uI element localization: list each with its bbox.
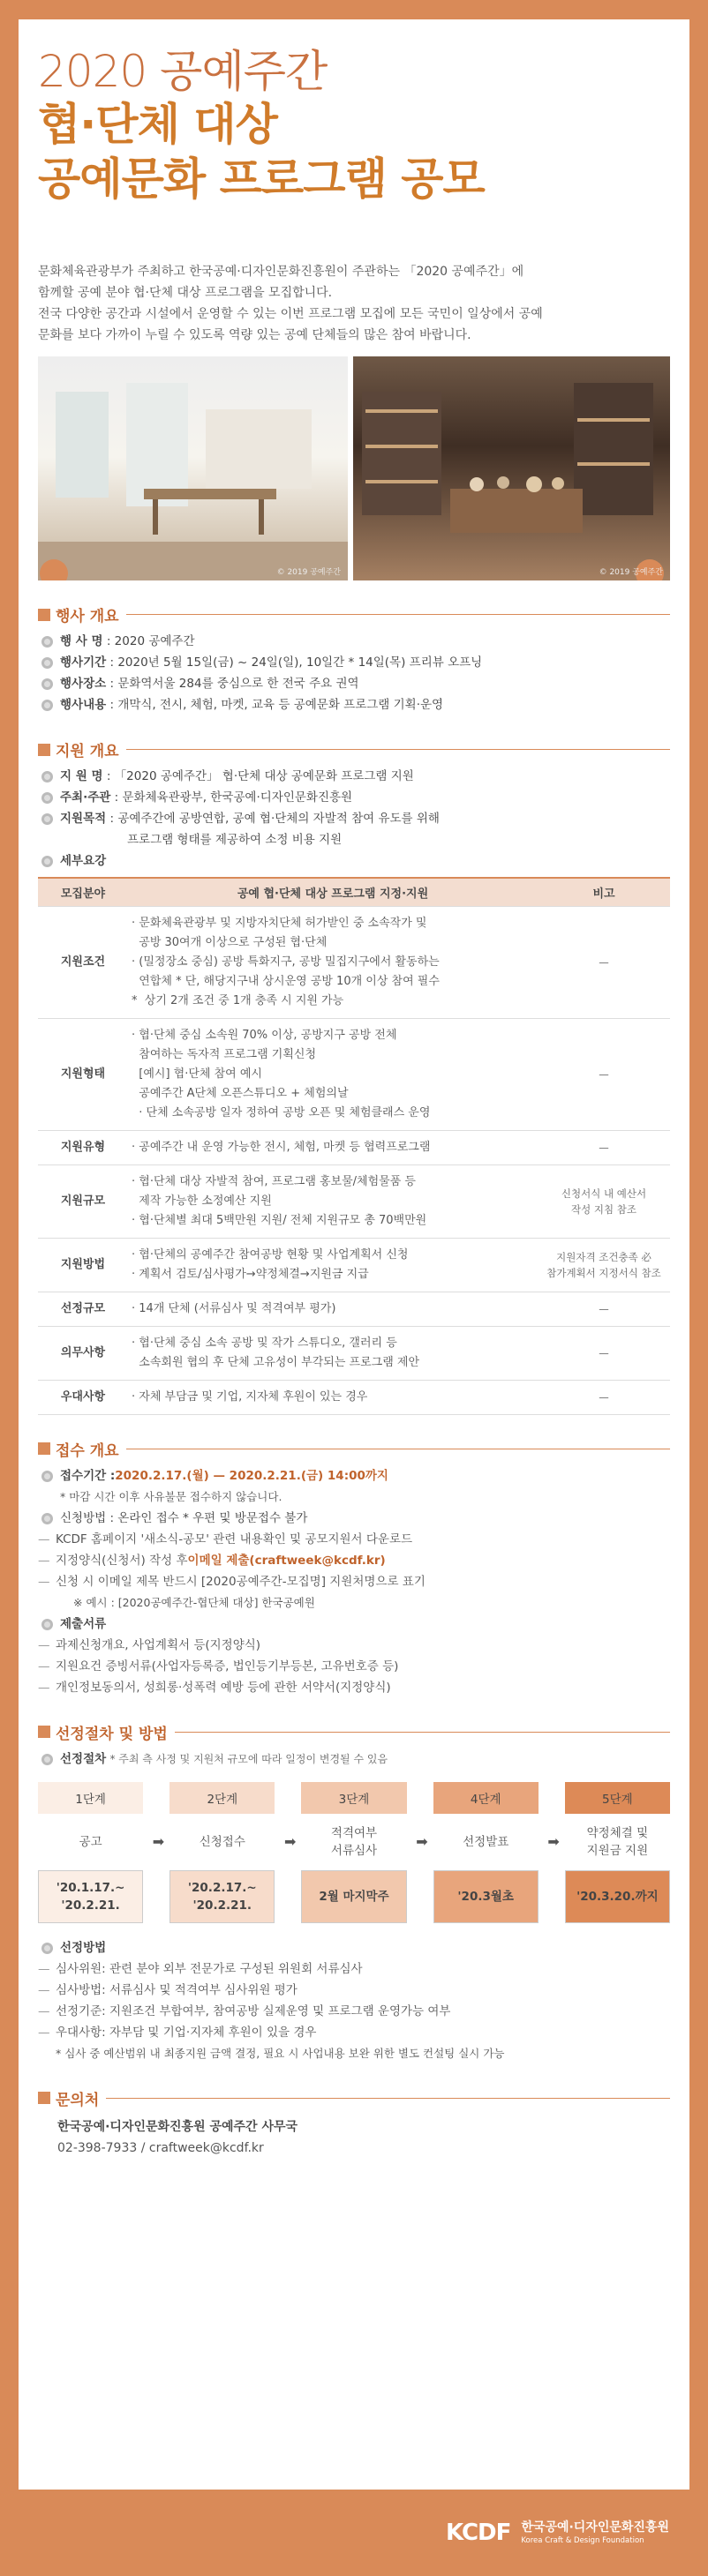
- step-badge: 2단계: [169, 1782, 275, 1814]
- step-label: 선정발표: [463, 1834, 509, 1849]
- table-cell-note: —: [538, 1380, 670, 1414]
- step-badge: 1단계: [38, 1782, 143, 1814]
- table-cell-field: 지원형태: [38, 1018, 128, 1130]
- table-cell-note: —: [538, 1326, 670, 1380]
- intro-text: 문화체육관광부가 주최하고 한국공예·디자인문화진흥원이 주관하는 「2020 공예주간」에 함께할 공예 분야 협·단체 대상 프로그램을 모집합니다. 전국 다양한 공간과 시설에서 운영할 수 있는 이번 프로그램 모집에 모든 국민이 일상에서 공예 문화를 보다 가까이 누릴 수 있도록 역량 있는 공예 단체들의 많은 참여 바랍니다.: [38, 265, 543, 342]
- contact-info: 02-398-7933 / craftweek@kcdf.kr: [57, 2140, 264, 2155]
- square-icon: [38, 1726, 50, 1738]
- info-row: 제출서류: [38, 1614, 670, 1635]
- table-cell-note: —: [538, 1292, 670, 1326]
- kcdf-logo: KCDF 한국공예·디자인문화진흥원 Korea Craft & Design Foundation: [445, 2520, 669, 2546]
- step-label: 신청접수: [199, 1834, 245, 1849]
- step-2: [169, 1782, 297, 1923]
- info-row: 선정방법: [38, 1937, 670, 1958]
- table-cell-note: —: [538, 906, 670, 1018]
- table-row: [38, 1164, 670, 1238]
- poster-paper: [19, 19, 689, 2490]
- step-1: [38, 1782, 165, 1923]
- table-cell-field: 지원유형: [38, 1130, 128, 1164]
- info-row: 세부요강: [38, 850, 670, 872]
- square-icon: [38, 609, 50, 621]
- square-icon: [38, 744, 50, 756]
- bullet-icon: [41, 1471, 53, 1482]
- table-cell-field: 지원규모: [38, 1164, 128, 1238]
- detail-table: [38, 877, 670, 1415]
- step-label: 약정체결 및 지원금 지원: [586, 1825, 649, 1858]
- table-cell-content: · 14개 단체 (서류심사 및 적격여부 평가): [128, 1292, 538, 1326]
- table-cell-content: · 자체 부담금 및 기업, 지자체 후원이 있는 경우: [128, 1380, 538, 1414]
- bullet-icon: [41, 636, 53, 648]
- table-cell-field: 지원방법: [38, 1238, 128, 1292]
- arrow-right-icon: ➡: [416, 1832, 428, 1850]
- table-cell-note: —: [538, 1018, 670, 1130]
- info-row: 주최·주관 : 문화체육관광부, 한국공예·디자인문화진흥원: [38, 787, 670, 808]
- table-cell-field: 우대사항: [38, 1380, 128, 1414]
- square-icon: [38, 1442, 50, 1455]
- info-row: 신청방법 : 온라인 접수 * 우편 및 방문접수 불가: [38, 1508, 670, 1529]
- title-main: 공예문화 프로그램 공모: [38, 154, 485, 205]
- step-badge: 3단계: [301, 1782, 406, 1814]
- arrow-right-icon: ➡: [152, 1832, 165, 1850]
- info-row: 행사장소 : 문화역서울 284를 중심으로 한 전국 주요 권역: [38, 673, 670, 694]
- selection-steps: [38, 1782, 670, 1923]
- support-heading: 지원 개요: [38, 738, 670, 760]
- table-row: [38, 1326, 670, 1380]
- bullet-icon: [41, 657, 53, 669]
- bullet-icon: [41, 700, 53, 711]
- apply-section: 접수 개요 접수기간 : 2020.2.17.(월) — 2020.2.21.(금) 14:00까지 * 마감 시간 이후 사유불문 접수하지 않습니다. 신청방법 : 온라인 접수 * 우편 및 방문접수 불가 — KCDF 홈페이지 '새소식-공모' 관련 내용확인 및 공모지원서 다운로드 — 지정양식(신청서) 작성 후 이메일 제출(craftweek@kcdf.kr) — 신청 시 이메일 제목 반드시 [2020공예주간-모집명] 지원처명으로 표기 ※ 예시 : [2020공예주간-협단체 대상] 한국공예원 제출서류 — 과제신청개요, 사업계획서 등(지정양식) — 지원요건 증빙서류(사업자등록증, 법인등기부등본, 고유번호증 등) — 개인정보동의서, 성희롱·성폭력 예방 등에 관한 서약서(지정양식): [38, 1438, 670, 1698]
- info-row: 지원목적 : 공예주간에 공방연합, 공예 협·단체의 자발적 참여 유도를 위해: [38, 808, 670, 829]
- step-label: 공고: [79, 1834, 102, 1849]
- info-row: 행 사 명 : 2020 공예주간: [38, 631, 670, 652]
- table-cell-content: · 공예주간 내 운영 가능한 전시, 체험, 마켓 등 협력프로그램: [128, 1130, 538, 1164]
- event-section: [38, 603, 670, 715]
- square-icon: [38, 2092, 50, 2104]
- table-cell-content: · 협·단체 중심 소속원 70% 이상, 공방지구 공방 전체 참여하는 독자적 프로그램 기획신청 [예시] 협·단체 참여 예시 공예주간 A단체 오픈스튜디오 + 체험의날 · 단체 소속공방 일자 정하여 공방 오픈 및 체험클래스 운영: [128, 1018, 538, 1130]
- step-date: 2월 마지막주: [301, 1870, 406, 1923]
- bullet-icon: [41, 856, 53, 867]
- footer: [0, 2490, 708, 2576]
- table-row: [38, 1380, 670, 1414]
- info-row: 접수기간 : 2020.2.17.(월) — 2020.2.21.(금) 14:00까지: [38, 1465, 670, 1486]
- event-heading: 행사 개요: [38, 603, 670, 625]
- step-badge: 5단계: [565, 1782, 670, 1814]
- selection-heading: 선정절차 및 방법: [38, 1721, 670, 1743]
- bullet-icon: [41, 1513, 53, 1524]
- table-header: 모집분야: [38, 878, 128, 906]
- info-row: 행사내용 : 개막식, 전시, 체험, 마켓, 교육 등 공예문화 프로그램 기획·운영: [38, 694, 670, 715]
- table-cell-field: 의무사항: [38, 1326, 128, 1380]
- bullet-icon: [41, 1943, 53, 1954]
- table-header: 비고: [538, 878, 670, 906]
- table-row: [38, 1018, 670, 1130]
- table-cell-note: —: [538, 1130, 670, 1164]
- title-target: 협·단체 대상: [38, 99, 277, 150]
- step-label: 적격여부 서류심사: [330, 1825, 378, 1858]
- table-cell-content: · 협·단체 중심 소속 공방 및 작가 스튜디오, 갤러리 등 소속회원 협의 후 단체 고유성이 부각되는 프로그램 제안: [128, 1326, 538, 1380]
- table-cell-field: 지원조건: [38, 906, 128, 1018]
- photo-white-room: © 2019 공예주간: [38, 356, 348, 580]
- selection-section: 선정절차 및 방법 선정절차 * 주최 측 사정 및 지원처 규모에 따라 일정이 변경될 수 있음 1단계 공고 '20.1.17.~ '20.2.21. ➡ 2단계 신청접수 '20.2.17.~ '20.2.21. ➡ 3단계 적격여부 서류심사 2월 마지막주 ➡ 4단계 선정발표 '20.3월초 ➡ 5단계 약정체결 및 지원금 지원 '20.3.20.까지 선정방법 — 심사위원: 관련 분야 외부 전문가로 구성된 위원회 서류심사 — 심사방법: 서류심사 및 적격여부 심사위원 평가 — 선정기준: 지원조건 부합여부, 참여공방 실제운영 및 프로그램 운영가능 여부 — 우대사항: 자부담 및 기업·지자체 후원이 있을 경우 * 심사 중 예산범위 내 최종지원 금액 결정, 필요 시 사업내용 보완 위한 별도 컨설팅 실시 가능: [38, 1721, 670, 2064]
- step-date: '20.3.20.까지: [565, 1870, 670, 1923]
- bullet-icon: [41, 771, 53, 783]
- step-date: '20.3월초: [433, 1870, 539, 1923]
- contact-org: 한국공예·디자인문화진흥원 공예주간 사무국: [57, 2119, 298, 2134]
- step-date: '20.1.17.~ '20.2.21.: [38, 1870, 143, 1923]
- bullet-icon: [41, 792, 53, 804]
- table-row: [38, 1292, 670, 1326]
- apply-heading: 접수 개요: [38, 1438, 670, 1460]
- arrow-right-icon: ➡: [547, 1832, 560, 1850]
- step-4: [433, 1782, 560, 1923]
- photo-craft-shop: © 2019 공예주간: [353, 356, 670, 580]
- info-row: 행사기간 : 2020년 5월 15일(금) ~ 24일(일), 10일간 * 14일(목) 프리뷰 오프닝: [38, 652, 670, 673]
- title-year: 2020 공예주간: [38, 46, 328, 97]
- table-cell-note: 지원자격 조건충족 必 참가계획서 지정서식 참조: [538, 1238, 670, 1292]
- table-cell-content: · 문화체육관광부 및 지방자치단체 허가받인 중 소속작가 및 공방 30여개 이상으로 구성된 협·단체 · (밀정장소 중심) 공방 특화지구, 공방 밀집지구에서 활동하는 연합체 * 단, 해당지구내 상시운영 공방 10개 이상 참여 필수 * 상기 2개 조건 중 1개 충족 시 지원 가능: [128, 906, 538, 1018]
- step-5: [565, 1782, 670, 1923]
- info-row: 지 원 명 : 「2020 공예주간」 협·단체 대상 공예문화 프로그램 지원: [38, 766, 670, 787]
- table-header: 공예 협·단체 대상 프로그램 지정·지원: [128, 878, 538, 906]
- step-badge: 4단계: [433, 1782, 539, 1814]
- table-cell-content: · 협·단체 대상 자발적 참여, 프로그램 홍보물/체험물품 등 제작 가능한 소정예산 지원 · 협·단체별 최대 5백만원 지원/ 전체 지원규모 총 70백만원: [128, 1164, 538, 1238]
- table-cell-content: · 협·단체의 공예주간 참여공방 현황 및 사업계획서 신청 · 계획서 검토/심사평가→약정체결→지원금 지급: [128, 1238, 538, 1292]
- support-section: 지원 개요 지 원 명 : 「2020 공예주간」 협·단체 대상 공예문화 프로그램 지원 주최·주관 : 문화체육관광부, 한국공예·디자인문화진흥원 지원목적 : 공예주간에 공방연합, 공예 협·단체의 자발적 참여 유도를 위해 프로그램 형태를 제공하여 소정 비용 지원 세부요강 모집분야 공예 협·단체 대상 프로그램 지정·지원 비고 지원조건 · 문화체육관광부 및 지방자치단체 허가받인 중 소속작가 및 공방 30여개 이상으로 구성된 협·단체 · (밀정장소 중심) 공방 특화지구, 공방 밀집지구에서 활동하는 연합체 * 단, 해당지구내 상시운영 공방 10개 이상 참여 필수 * 상기 2개 조건 중 1개 충족 시 지원 가능 — 지원형태 · 협·단체 중심 소속원 70% 이상, 공방지구 공방 전체 참여하는 독자적 프로그램 기획신청 [예시] 협·단체 참여 예시 공예주간 A단체 오픈스튜디오 + 체험의날 · 단체 소속공방 일자 정하여 공방 오픈 및 체험클래스 운영 — 지원유형 · 공예주간 내 운영 가능한 전시, 체험, 마켓 등 협력프로그램 — 지원규모 · 협·단체 대상 자발적 참여, 프로그램 홍보물/체험물품 등 제작 가능한 소정예산 지원 · 협·단체별 최대 5백만원 지원/ 전체 지원규모 총 70백만원 신청서식 내 예산서 작성 지침 참조 지원방법 · 협·단체의 공예주간 참여공방 현황 및 사업계획서 신청 · 계획서 검토/심사평가→약정체결→지원금 지급 지원자격 조건충족 必 참가계획서 지정서식 참조 선정규모 · 14개 단체 (서류심사 및 적격여부 평가) — 의무사항 · 협·단체 중심 소속 공방 및 작가 스튜디오, 갤러리 등 소속회원 협의 후 단체 고유성이 부각되는 프로그램 제안 — 우대사항 · 자체 부담금 및 기업, 지자체 후원이 있는 경우 —: [38, 738, 670, 1415]
- bullet-icon: [41, 678, 53, 690]
- table-row: [38, 906, 670, 1018]
- table-row: [38, 1238, 670, 1292]
- table-cell-field: 선정규모: [38, 1292, 128, 1326]
- table-cell-note: 신청서식 내 예산서 작성 지침 참조: [538, 1164, 670, 1238]
- venue-photo: [38, 356, 670, 580]
- table-row: [38, 1130, 670, 1164]
- bullet-icon: [41, 813, 53, 825]
- info-row: 선정절차 * 주최 측 사정 및 지원처 규모에 따라 일정이 변경될 수 있음: [38, 1749, 670, 1770]
- arrow-right-icon: ➡: [283, 1832, 297, 1850]
- contact-heading: 문의처: [38, 2087, 670, 2109]
- step-3: [301, 1782, 428, 1923]
- contact-section: [38, 2087, 670, 2159]
- bullet-icon: [41, 1619, 53, 1630]
- step-date: '20.2.17.~ '20.2.21.: [169, 1870, 275, 1923]
- bullet-icon: [41, 1754, 53, 1765]
